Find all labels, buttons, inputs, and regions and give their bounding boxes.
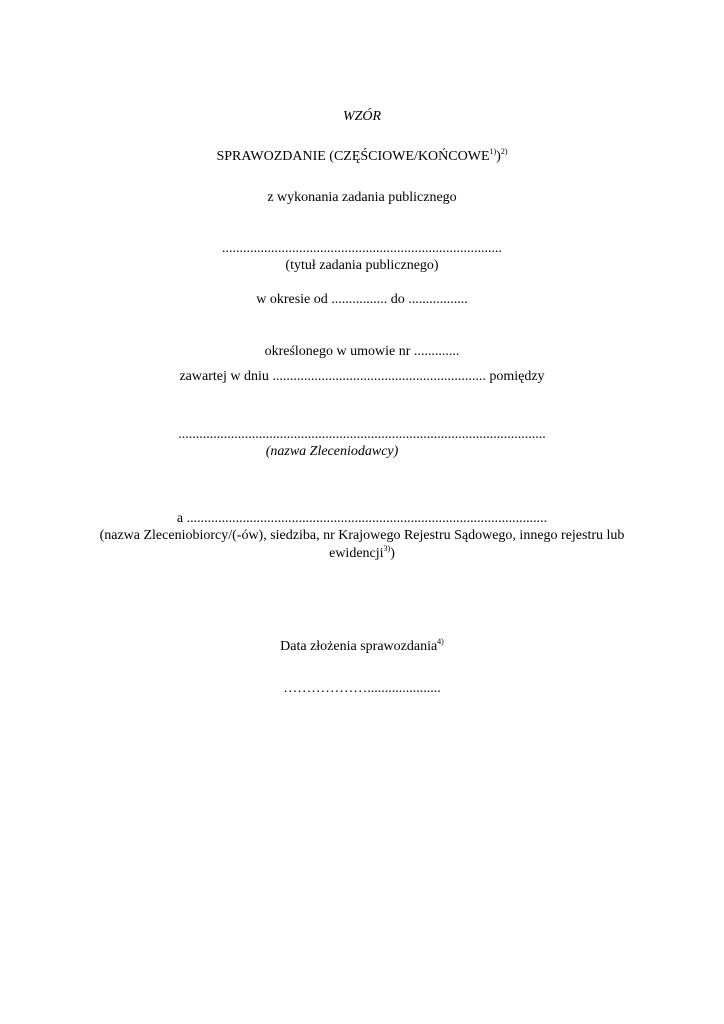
submission-date-field: ………………..................... [283, 681, 441, 696]
contractee-caption-close: ) [390, 546, 395, 561]
document-pattern-label: WZÓR [342, 109, 382, 124]
submission-date-label [0, 638, 724, 656]
footnote-ref-1: 1) [489, 147, 497, 156]
contractor-field: ......................................................................................................... [178, 427, 546, 442]
contractee-caption-line1: (nazwa Zleceniobiorcy/(-ów), siedziba, nr Krajowego Rejestru Sądowego, innego rejestru lub [99, 528, 625, 543]
submission-date-text: Data złożenia sprawozdania [280, 639, 438, 654]
footnote-ref-4: 4) [437, 637, 444, 646]
contractor-caption: (nazwa Zleceniodawcy) [265, 444, 399, 459]
agreement-date: zawartej w dniu ............................................................. pomiędzy [179, 369, 545, 384]
report-title-text: SPRAWOZDANIE (CZĘŚCIOWE/KOŃCOWE [216, 149, 490, 164]
task-title-field: ................................................................................ [222, 241, 502, 256]
footnote-ref-3: 3) [383, 544, 391, 553]
contractee-caption-text: ewidencji [329, 546, 384, 561]
agreement-number: określonego w umowie nr ............. [264, 344, 460, 359]
report-title [0, 148, 724, 166]
report-subtitle: z wykonania zadania publicznego [267, 190, 457, 205]
contractee-field: a ....................................................................................................... [176, 511, 548, 526]
footnote-ref-2: 2) [500, 147, 508, 156]
contractee-caption-line2 [0, 545, 724, 563]
report-title-close: ) [496, 149, 501, 164]
task-title-caption: (tytuł zadania publicznego) [285, 258, 439, 273]
reporting-period: w okresie od ................ do ................. [256, 292, 468, 307]
